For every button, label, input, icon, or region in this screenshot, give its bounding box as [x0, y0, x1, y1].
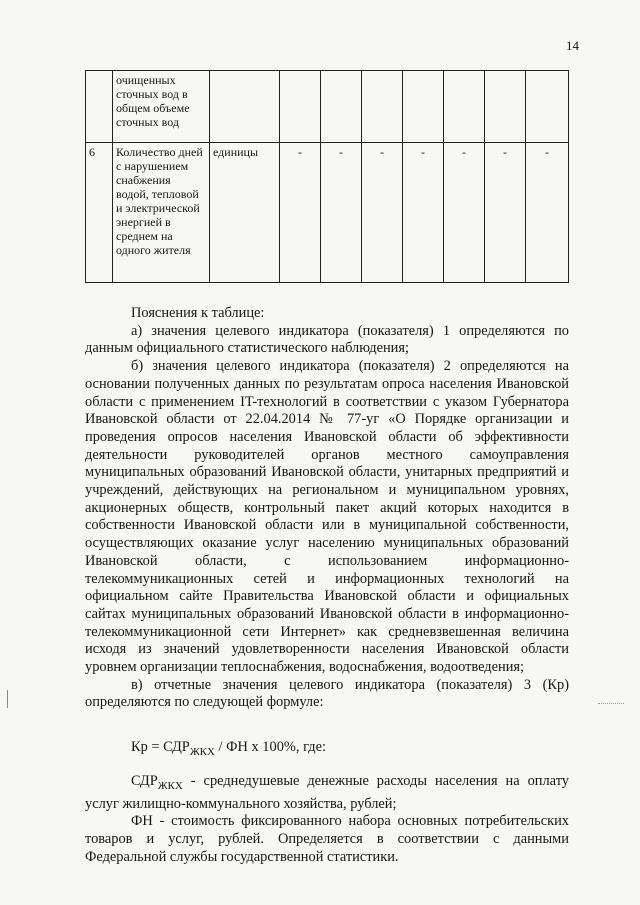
scan-artifact	[598, 703, 624, 705]
value-cell	[444, 71, 485, 143]
value-cell: -	[526, 143, 569, 283]
value-cell: -	[362, 143, 403, 283]
value-cell	[526, 71, 569, 143]
indicator-name: очищенных сточных вод в общем объеме сточных вод	[113, 71, 210, 143]
value-cell: -	[485, 143, 526, 283]
unit-cell	[210, 71, 280, 143]
indicator-table	[85, 70, 569, 283]
scan-artifact	[7, 690, 8, 708]
formula-sub: ЖКХ	[189, 745, 215, 758]
page-number: 14	[566, 38, 579, 53]
value-cell	[403, 71, 444, 143]
sdr-text: - среднедушевые денежные расходы населения на оплату услуг жилищно-коммунального хозяйства, рублей;	[85, 773, 569, 812]
definition-fn: ФН - стоимость фиксированного набора основных потребительских товаров и услуг, рублей. Определяется в соответствии с данными Федеральной службы государственной статистики.	[85, 813, 569, 865]
formula-right: / ФН x 100%, где:	[214, 739, 326, 755]
note-item-b: б) значения целевого индикатора (показателя) 2 определяются на основании полученных данных по результатам опроса населения Ивановской области с применением IT-технологий в соответствии с указом Губернатора Ивановской области от 22.04.2014 № 77-уг «О Порядке организации и проведения опросов населения Ивановской области об эффективности деятельности руководителей органов местного самоуправления муниципальных образований Ивановской области, унитарных предприятий и учреждений, действующих на региональном и муниципальном уровнях, акционерных обществ, контрольный пакет акций которых находится в собственности Ивановской области или в муниципальной собственности, осуществляющих оказание услуг населению муниципальных образований Ивановской области, с использованием информационно-телекоммуникационных сетей и информационных технологий на официальном сайте Правительства Ивановской области и официальных сайтах муниципальных образований Ивановской области в информационно-телекоммуникационной сети Интернет» как средневзвешенная величина исходя из значений удовлетворенности населения Ивановской области уровнем организации теплоснабжения, водоснабжения, водоотведения;	[85, 358, 569, 676]
value-cell	[485, 71, 526, 143]
value-cell	[321, 71, 362, 143]
value-cell: -	[444, 143, 485, 283]
unit-cell: единицы	[210, 143, 280, 283]
indicator-name: Количество дней с нарушением снабжения водой, тепловой и электрической энергией в среднем на одного жителя	[113, 143, 210, 283]
sdr-sub: ЖКХ	[157, 779, 183, 792]
notes-section	[85, 305, 569, 712]
value-cell: -	[321, 143, 362, 283]
definition-sdr	[85, 773, 569, 813]
definitions-section	[85, 773, 569, 866]
formula-left: Кр = СДР	[131, 739, 190, 755]
row-number	[86, 71, 113, 143]
table-row	[86, 143, 569, 283]
table-row	[86, 71, 569, 143]
sdr-term: СДР	[131, 773, 158, 789]
notes-title: Пояснения к таблице:	[131, 305, 265, 321]
value-cell	[280, 71, 321, 143]
value-cell: -	[280, 143, 321, 283]
value-cell	[362, 71, 403, 143]
note-item-v: в) отчетные значения целевого индикатора (показателя) 3 (Кр) определяются по следующей формуле:	[85, 676, 569, 711]
note-item-a: а) значения целевого индикатора (показателя) 1 определяются по данным официального статистического наблюдения;	[85, 322, 569, 357]
row-number: 6	[86, 143, 113, 283]
formula	[131, 739, 326, 758]
value-cell: -	[403, 143, 444, 283]
